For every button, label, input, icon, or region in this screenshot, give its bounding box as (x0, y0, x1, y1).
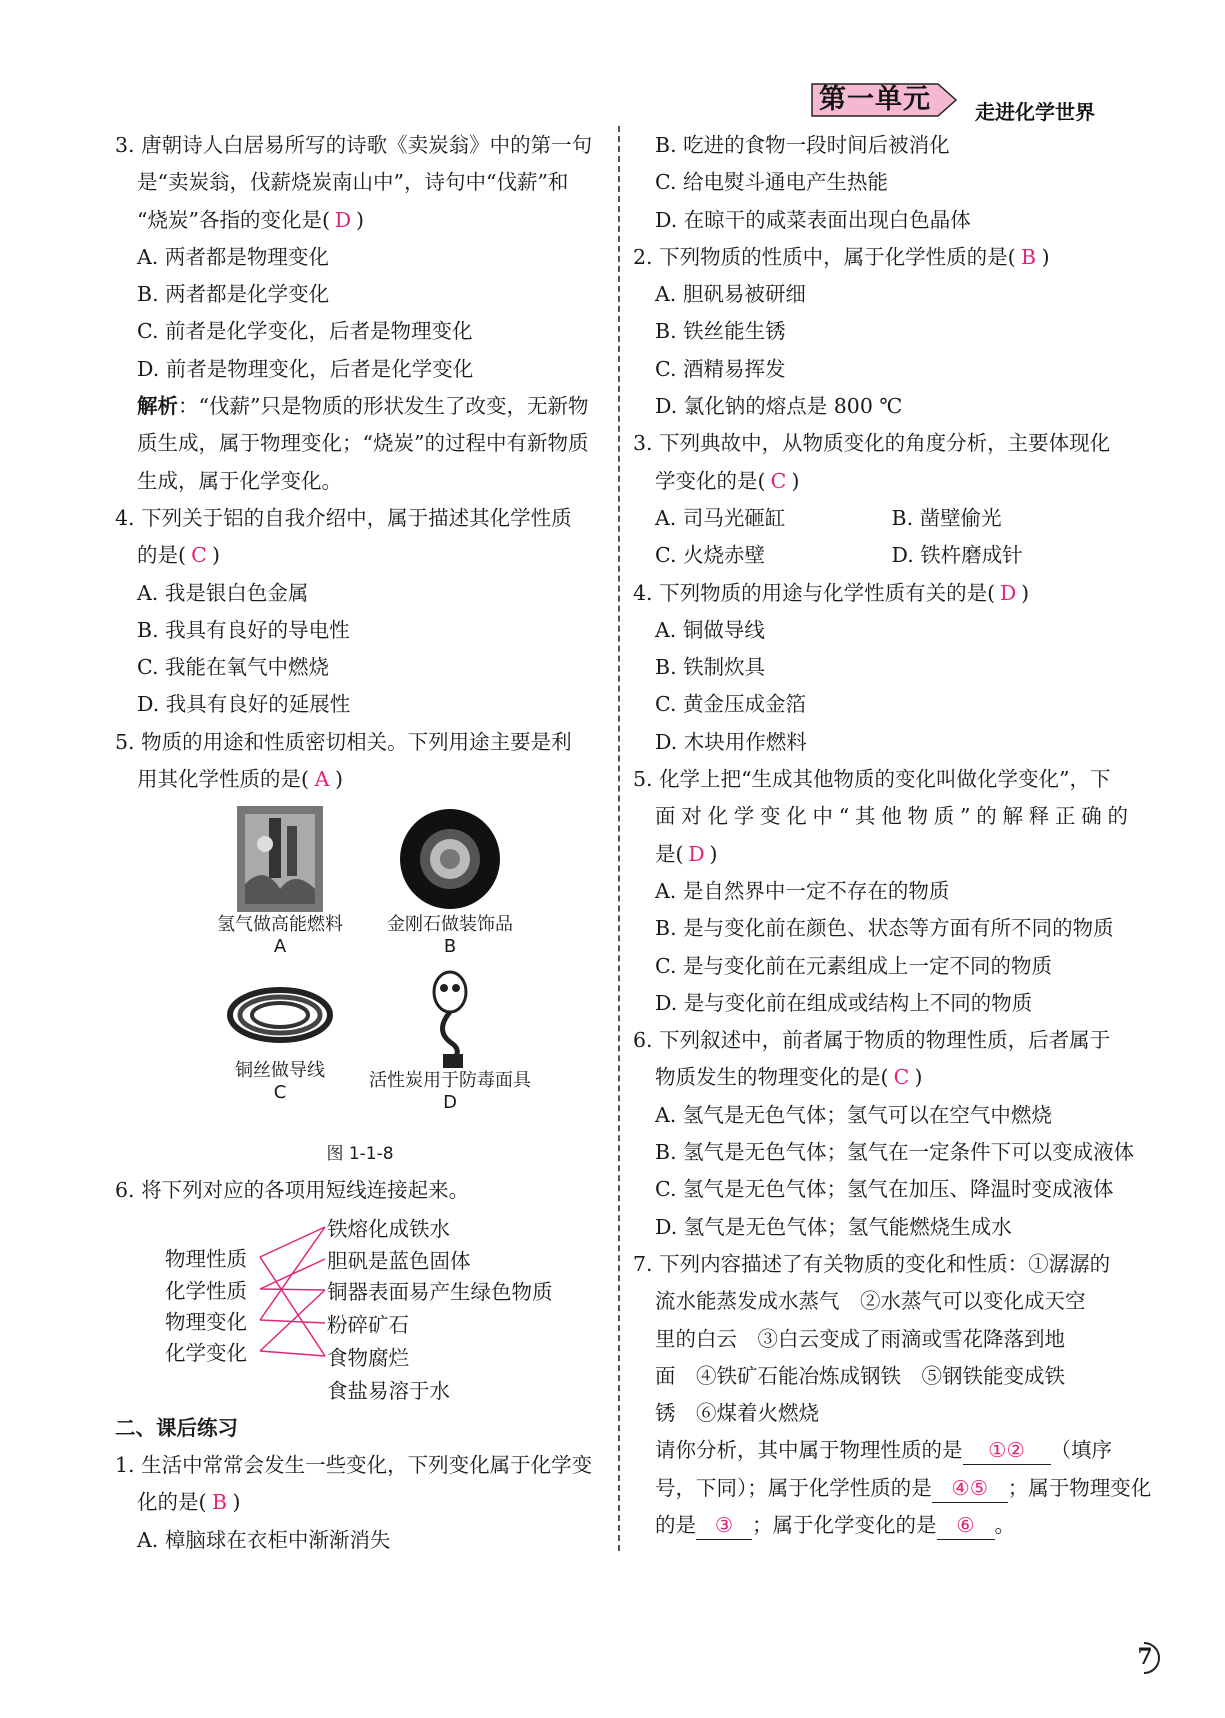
fill-blank-answer: ⑥ (937, 1511, 995, 1540)
option: B. 铁制炊具 (655, 655, 766, 680)
answer: B (1021, 244, 1037, 269)
section-heading: 二、课后练习 (115, 1415, 238, 1440)
fill-blank-answer: ③ (696, 1511, 752, 1540)
option: C. 我能在氧气中燃烧 (137, 655, 329, 680)
question-text: 锈 ⑥煤着火燃烧 (655, 1401, 819, 1426)
question-text: 4. 下列物质的用途与化学性质有关的是( (633, 580, 996, 605)
bracket: ) (914, 1065, 923, 1090)
question-6 (115, 1172, 605, 1403)
question-text: 5. 物质的用途和性质密切相关。下列用途主要是利 (115, 729, 572, 754)
question-text: 面对化学变化中“其他物质”的解释正确的 (655, 804, 1128, 829)
option: B. 氢气是无色气体；氢气在一定条件下可以变成液体 (655, 1140, 1135, 1165)
question-text: 3. 下列典故中，从物质变化的角度分析，主要体现化 (633, 431, 1111, 456)
fill-text: ；属于物理变化 (1007, 1475, 1152, 1500)
question-text: 7. 下列内容描述了有关物质的变化和性质：①潺潺的 (633, 1251, 1111, 1276)
question-4 (115, 500, 605, 724)
bracket: ) (232, 1490, 241, 1515)
unit-subtitle: 走进化学世界 (975, 100, 1095, 124)
question-3 (115, 127, 605, 500)
option: A. 我是银白色金属 (137, 580, 309, 605)
question-text: 3. 唐朝诗人白居易所写的诗歌《卖炭翁》中的第一句 (115, 133, 593, 157)
question-text: “烧炭”各指的变化是( (137, 207, 330, 232)
question-text: 用其化学性质的是( (137, 767, 309, 792)
option: C. 酒精易挥发 (655, 356, 786, 381)
question-text: 的是( (137, 543, 186, 568)
option: C. 黄金压成金箔 (655, 692, 806, 717)
analysis-text: 质生成，属于物理变化；“烧炭”的过程中有新物质 (137, 431, 589, 456)
option: C. 火烧赤壁 (655, 543, 765, 568)
match-right-item: 胆矾是蓝色固体 (327, 1248, 471, 1273)
match-right-item: 铜器表面易产生绿色物质 (327, 1279, 553, 1304)
question-text: 流水能蒸发成水蒸气 ②水蒸气可以变化成天空 (655, 1289, 1086, 1314)
option: C. 给电熨斗通电产生热能 (655, 170, 888, 195)
fill-text: 的是 (655, 1512, 696, 1537)
diamond-ring-image (395, 804, 505, 914)
option: C. 氢气是无色气体；氢气在加压、降温时变成液体 (655, 1177, 1114, 1202)
option: B. 是与变化前在颜色、状态等方面有所不同的物质 (655, 916, 1114, 941)
option: A. 氢气是无色气体；氢气可以在空气中燃烧 (655, 1102, 1052, 1127)
column-divider (618, 126, 620, 1551)
fill-text: ；属于化学变化的是 (752, 1512, 937, 1537)
analysis-text: 生成，属于化学变化。 (137, 468, 342, 493)
question-text: 4. 下列关于铝的自我介绍中，属于描述其化学性质 (115, 505, 572, 530)
match-right-item: 铁熔化成铁水 (327, 1216, 450, 1241)
match-left-item: 物理变化 (165, 1309, 247, 1334)
option: A. 铜做导线 (655, 617, 765, 642)
picture-d (365, 970, 535, 1136)
answer: C (770, 468, 787, 493)
picture-a (195, 804, 365, 970)
picture-caption: 铜丝做导线 (235, 1060, 325, 1082)
practice-question-4 (633, 575, 1128, 761)
option: C. 前者是化学变化，后者是物理变化 (137, 319, 473, 344)
question-text: 是“卖炭翁，伐薪烧炭南山中”，诗句中“伐薪”和 (137, 170, 569, 195)
copper-wire-coil-image (220, 970, 340, 1060)
bracket: ) (212, 543, 220, 568)
page-number-text: 7 (1137, 1644, 1153, 1670)
option: D. 是与变化前在组成或结构上不同的物质 (655, 990, 1033, 1015)
picture-letter: B (443, 936, 457, 958)
fill-blank-answer: ④⑤ (932, 1474, 1008, 1503)
picture-caption: 金刚石做装饰品 (387, 914, 513, 936)
gas-mask-image (415, 970, 485, 1070)
practice-question-2 (633, 239, 1128, 425)
option: B. 凿壁偷光 (891, 505, 1002, 530)
picture-letter: D (443, 1092, 457, 1114)
bracket: ) (791, 468, 800, 493)
answer: D (334, 207, 352, 232)
match-left-item: 化学性质 (165, 1278, 247, 1303)
answer: A (314, 767, 330, 792)
bracket: ) (709, 841, 718, 866)
question-text: 是( (655, 841, 684, 866)
match-right-item: 食盐易溶于水 (327, 1378, 450, 1403)
option: A. 是自然界中一定不存在的物质 (655, 878, 950, 903)
practice-question-3 (633, 425, 1128, 574)
answer: D (688, 841, 705, 866)
option: A. 樟脑球在衣柜中渐渐消失 (137, 1527, 391, 1552)
fill-text: 。 (994, 1512, 1015, 1537)
figure-caption: 图 1-1-8 (326, 1144, 394, 1165)
question-text: 里的白云 ③白云变成了雨滴或雪花降落到地 (655, 1326, 1065, 1351)
option: B. 我具有良好的导电性 (137, 617, 350, 642)
option: D. 前者是物理变化，后者是化学变化 (137, 356, 474, 381)
bracket: ) (355, 207, 364, 232)
unit-title: 第一单元 (819, 84, 931, 115)
option: A. 胆矾易被研细 (655, 282, 806, 307)
option: D. 在晾干的咸菜表面出现白色晶体 (655, 207, 971, 232)
match-left-item: 物理性质 (165, 1246, 247, 1271)
practice-question-1 (115, 1447, 605, 1559)
analysis-label: 解析 (137, 394, 178, 419)
matching-exercise (165, 1210, 605, 1404)
option: D. 氢气是无色气体；氢气能燃烧生成水 (655, 1214, 1012, 1239)
question-text: 学变化的是( (655, 468, 766, 493)
question-text: 5. 化学上把“生成其他物质的变化叫做化学变化”，下 (633, 767, 1111, 792)
picture-caption: 氢气做高能燃料 (217, 914, 343, 936)
practice-question-5 (633, 761, 1128, 1022)
option: B. 吃进的食物一段时间后被消化 (655, 133, 950, 157)
picture-b (365, 804, 535, 970)
option: D. 我具有良好的延展性 (137, 692, 351, 717)
match-right-item: 粉碎矿石 (327, 1312, 409, 1337)
question-text: 2. 下列物质的性质中，属于化学性质的是( (633, 244, 1016, 269)
answer: B (211, 1490, 228, 1515)
option: D. 铁杵磨成针 (891, 543, 1023, 568)
bracket: ) (1041, 244, 1050, 269)
bracket: ) (1021, 580, 1030, 605)
practice-question-7 (633, 1246, 1152, 1544)
page-number (1130, 1640, 1166, 1676)
question-text: 面 ④铁矿石能冶炼成钢铁 ⑤钢铁能变成铁 (655, 1363, 1065, 1388)
answer: C (191, 543, 207, 568)
question-5 (115, 724, 605, 1173)
practice-question-6 (633, 1022, 1135, 1246)
option: C. 是与变化前在元素组成上一定不同的物质 (655, 953, 1052, 978)
answer: C (893, 1065, 910, 1090)
option: D. 木块用作燃料 (655, 729, 807, 754)
answer: D (999, 580, 1017, 605)
option: A. 两者都是物理变化 (137, 244, 329, 269)
rocket-launch-image (235, 804, 325, 914)
left-column (115, 127, 605, 1559)
option: B. 两者都是化学变化 (137, 282, 330, 307)
question-text: 6. 将下列对应的各项用短线连接起来。 (115, 1178, 470, 1203)
match-right-item: 食物腐烂 (327, 1345, 409, 1370)
fill-text: 号，下同）；属于化学性质的是 (655, 1475, 932, 1500)
question-text: 6. 下列叙述中，前者属于物质的物理性质，后者属于 (633, 1028, 1111, 1053)
question-text: 化的是( (137, 1490, 207, 1515)
fill-text: （填序 (1050, 1438, 1112, 1463)
fill-blank-answer: ①② (963, 1436, 1051, 1465)
unit-badge (810, 82, 958, 118)
match-left-item: 化学变化 (165, 1340, 247, 1365)
picture-letter: C (273, 1082, 287, 1104)
fill-text: 请你分析，其中属于物理性质的是 (655, 1438, 963, 1463)
question-text: 物质发生的物理变化的是( (655, 1065, 889, 1090)
option: B. 铁丝能生锈 (655, 319, 786, 344)
analysis-text: ：“伐薪”只是物质的形状发生了改变，无新物 (178, 394, 589, 419)
option: A. 司马光砸缸 (655, 505, 786, 530)
picture-caption: 活性炭用于防毒面具 (369, 1070, 531, 1092)
bracket: ) (335, 767, 343, 792)
question-text: 1. 生活中常常会发生一些变化，下列变化属于化学变 (115, 1452, 593, 1477)
picture-c (195, 970, 365, 1136)
right-column (633, 127, 1152, 1544)
option: D. 氯化钠的熔点是 800 ℃ (655, 394, 903, 419)
picture-letter: A (273, 936, 287, 958)
